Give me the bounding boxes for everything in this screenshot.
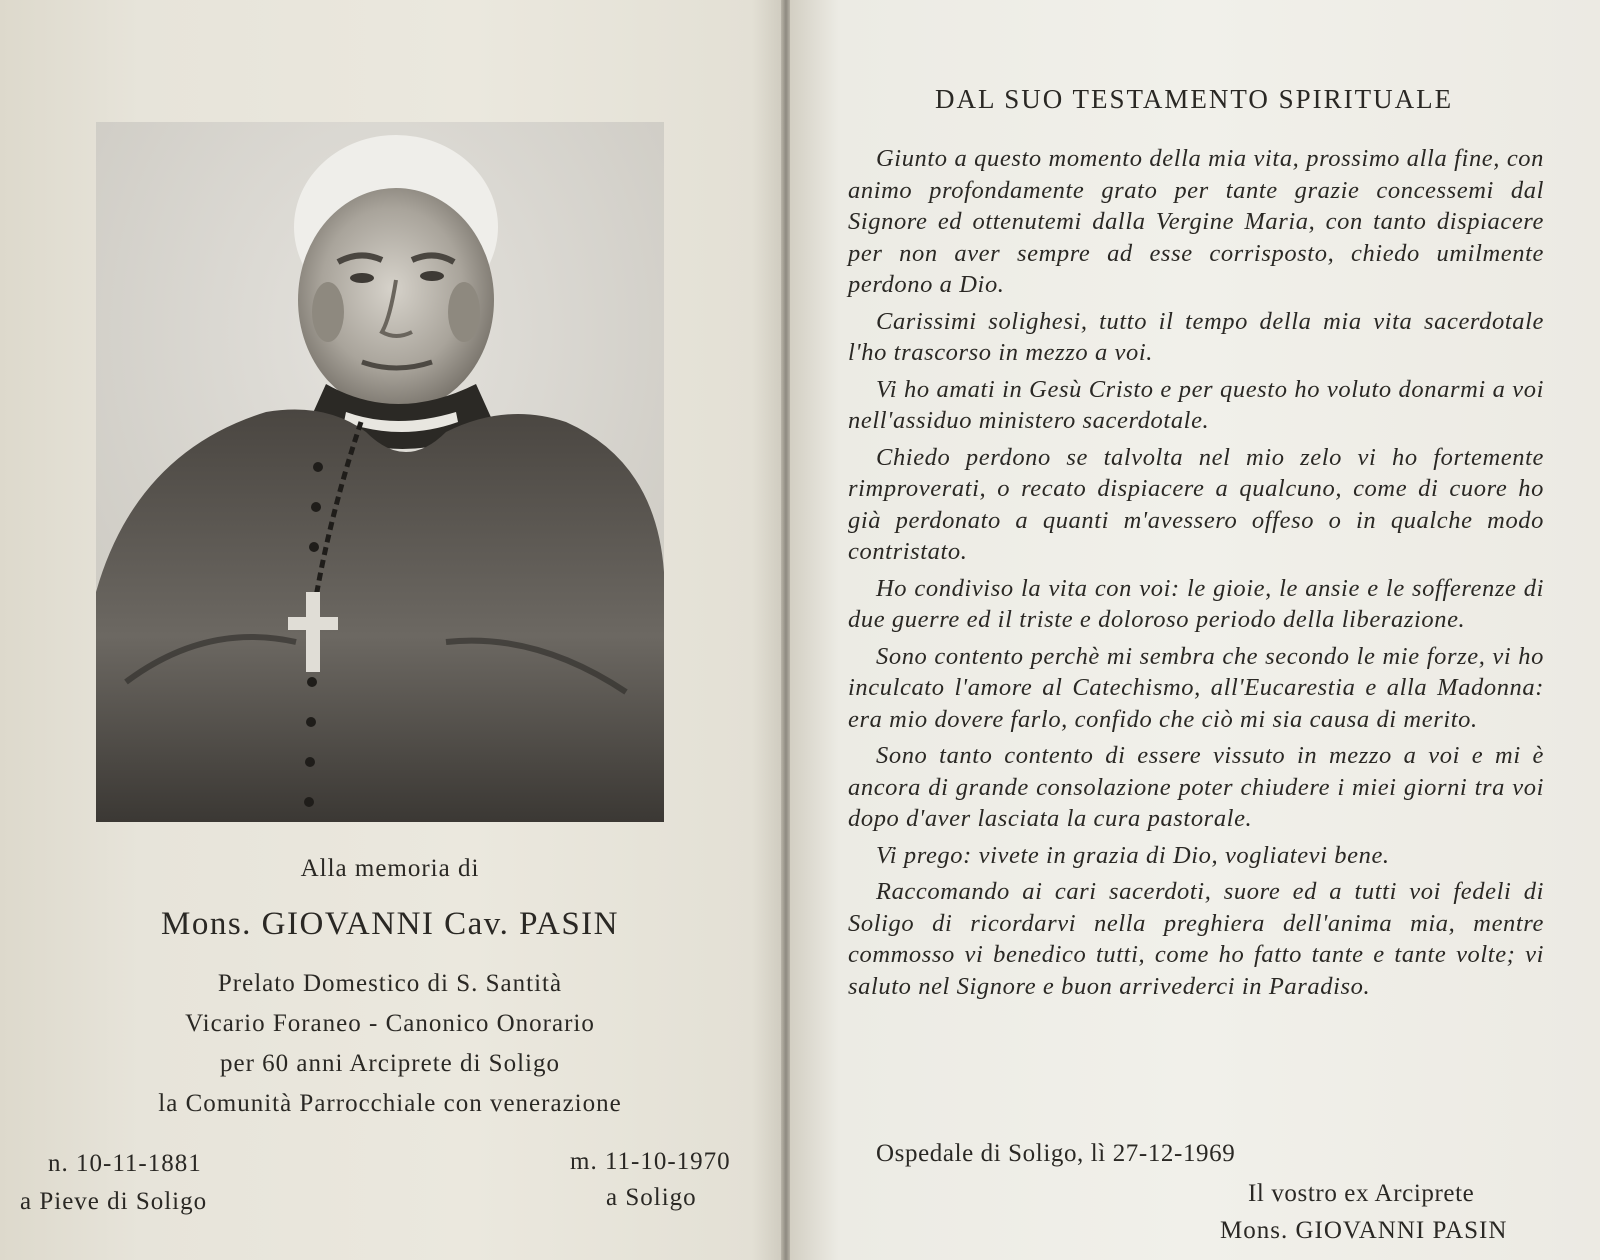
testament-paragraph: Raccomando ai cari sacerdoti, suore ed a tutti voi fedeli di Soligo di ricordarvi nella preghiera dell'anima mia, mentre commosso vi benedico tutti, come ho fatto tante e tante volte; vi saluto nel Signore e buon arrivederci in Paradiso. <box>848 878 1544 1000</box>
testament-paragraph: Sono tanto contento di essere vissuto in mezzo a voi e mi è ancora di grande consolazione poter chiudere i miei giorni tra voi dopo d'aver lasciata la cura pastorale. <box>848 742 1544 832</box>
testament-paragraph: Ho condiviso la vita con voi: le gioie, le ansie e le sofferenze di due guerre ed il triste e doloroso periodo della liberazione. <box>848 574 1544 633</box>
testament-paragraph: Carissimi solighesi, tutto il tempo della mia vita sacerdotale l'ho trascorso in mezzo a voi. <box>848 307 1544 366</box>
signature-role: Il vostro ex Arciprete <box>1248 1180 1475 1207</box>
portrait-photo <box>96 122 664 822</box>
testament-paragraph: Vi prego: vivete in grazia di Dio, vogliatevi bene. <box>876 841 1390 869</box>
testament-paragraph: Giunto a questo momento della mia vita, prossimo alla fine, con animo profondamente grato per tante grazie concessemi dal Signore ed ottenutemi dalla Vergine Maria, con tanto dispiacere per non aver sempre ad esse corrisposto, chiedo umilmente perdono a Dio. <box>848 145 1544 298</box>
birth-place: a Pieve di Soligo <box>20 1188 208 1215</box>
title-line: Prelato Domestico di S. Santità <box>217 970 563 997</box>
testament-heading: DAL SUO TESTAMENTO SPIRITUALE <box>935 84 1454 114</box>
testament-paragraph: Chiedo perdono se talvolta nel mio zelo vi ho fortemente rimproverati, o recato dispiacere a qualcuno, come di cuore ho già perdonato a quanti m'avessero offeso o in qualche modo contristato. <box>848 443 1544 565</box>
deceased-name: Mons. GIOVANNI Cav. PASIN <box>161 906 619 942</box>
testament-paragraph: Sono contento perchè mi sembra che secondo le mie forze, vi ho inculcato l'amore al Catechismo, all'Eucarestia e alla Madonna: era mio dovere farlo, confido che ciò mi sia causa di merito. <box>848 642 1544 733</box>
birth-date: n. 10-11-1881 <box>48 1150 202 1177</box>
signature-name: Mons. GIOVANNI PASIN <box>1220 1217 1508 1244</box>
testament-body <box>848 143 1544 1007</box>
testament-paragraph: Vi ho amati in Gesù Cristo e per questo ho voluto donarmi a voi nell'assiduo ministero sacerdotale. <box>848 375 1544 434</box>
title-line: per 60 anni Arciprete di Soligo <box>220 1050 560 1077</box>
left-page <box>0 0 783 1260</box>
title-line: la Comunità Parrocchiale con venerazione <box>158 1090 622 1117</box>
place-and-date: Ospedale di Soligo, lì 27-12-1969 <box>876 1140 1236 1167</box>
death-place: a Soligo <box>606 1184 697 1211</box>
death-date: m. 11-10-1970 <box>570 1148 731 1175</box>
title-line: Vicario Foraneo - Canonico Onorario <box>185 1010 595 1037</box>
memory-line: Alla memoria di <box>300 855 480 882</box>
